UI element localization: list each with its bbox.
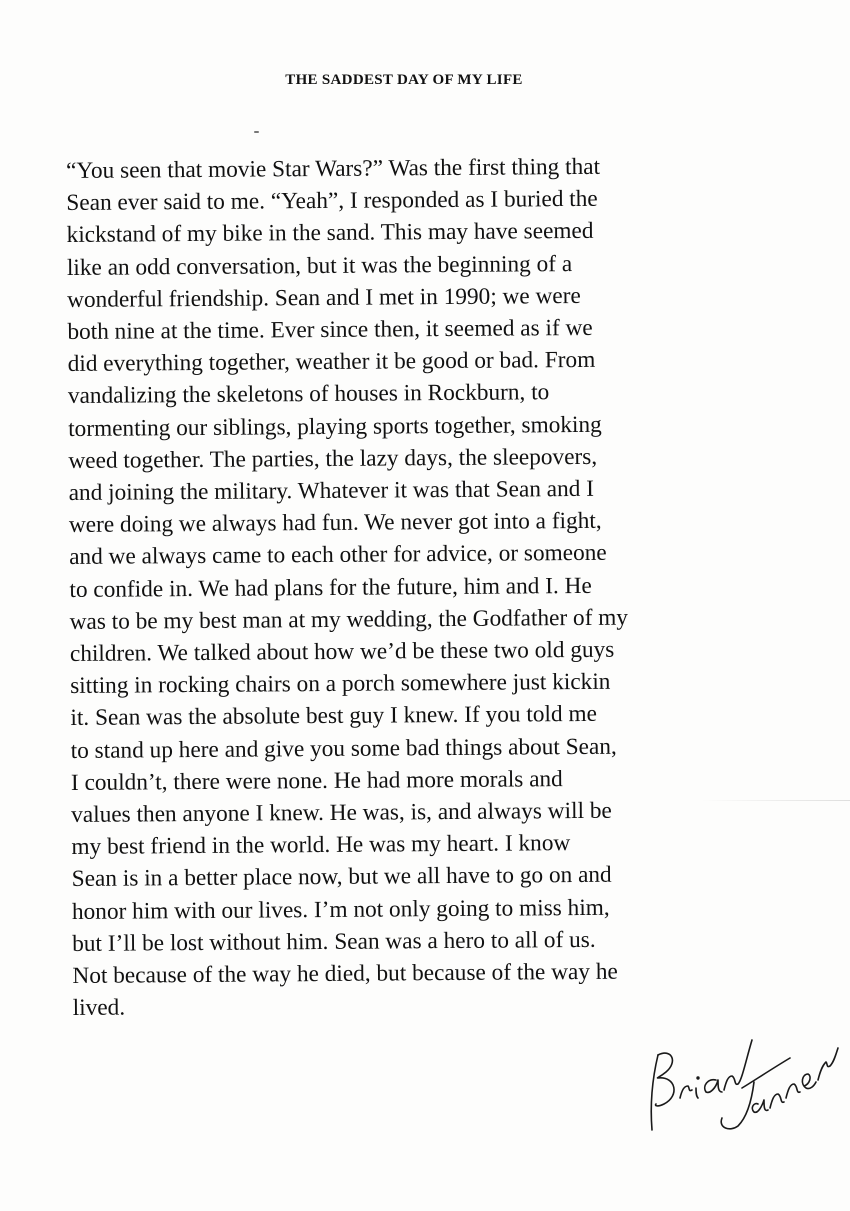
essay-line: tormenting our siblings, playing sports together, smoking [68,411,602,442]
essay-line: values then anyone I knew. He was, is, and always will be [71,797,612,829]
essay-line: Sean is in a better place now, but we all have to go on and [71,862,612,893]
essay-line: but I’ll be lost without him. Sean was a hero to all of us. [72,926,596,957]
essay-line: honor him with our lives. I’m not only going to miss him, [71,894,610,925]
essay-line: weed together. The parties, the lazy days, the sleepovers, [68,443,598,474]
essay-line: to confide in. We had plans for the future, him and I. He [69,572,592,603]
essay-line: Sean ever said to me. “Yeah”, I responded as I buried the [66,186,598,217]
essay-line: wonderful friendship. Sean and I met in 1990; we were [67,282,581,313]
handwritten-signature [630,1000,845,1140]
paper-speck [254,131,259,133]
document-title: THE SADDEST DAY OF MY LIFE [285,72,523,88]
essay-line: sitting in rocking chairs on a porch somewhere just kickin [70,668,611,700]
essay-line: and joining the military. Whatever it was that Sean and I [68,475,595,507]
essay-line: I couldn’t, there were none. He had more morals and [70,765,563,796]
essay-line: vandalizing the skeletons of houses in Rockburn, to [67,379,550,410]
essay-line: to stand up here and give you some bad things about Sean, [70,733,617,764]
essay-line: lived. [72,994,126,1022]
essay-line: “You seen that movie Star Wars?” Was the first thing that [66,153,601,184]
essay-line: both nine at the time. Ever since then, it seemed as if we [67,314,593,346]
essay-line: my best friend in the world. He was my heart. I know [71,830,571,861]
essay-body [66,149,793,1024]
essay-line: Not because of the way he died, but because of the way he [72,958,618,990]
essay-line: did everything together, weather it be good or bad. From [67,347,596,378]
essay-line: like an odd conversation, but it was the beginning of a [66,250,573,281]
essay-line: children. We talked about how we’d be these two old guys [69,636,615,668]
essay-line: and we always came to each other for advice, or someone [69,540,607,571]
essay-line: were doing we always had fun. We never got into a fight, [68,508,602,539]
essay-line: kickstand of my bike in the sand. This may have seemed [66,218,594,249]
essay-line: it. Sean was the absolute best guy I knew. If you told me [70,701,597,732]
essay-line: was to be my best man at my wedding, the Godfather of my [69,604,629,635]
paper-fold-line [700,800,850,801]
